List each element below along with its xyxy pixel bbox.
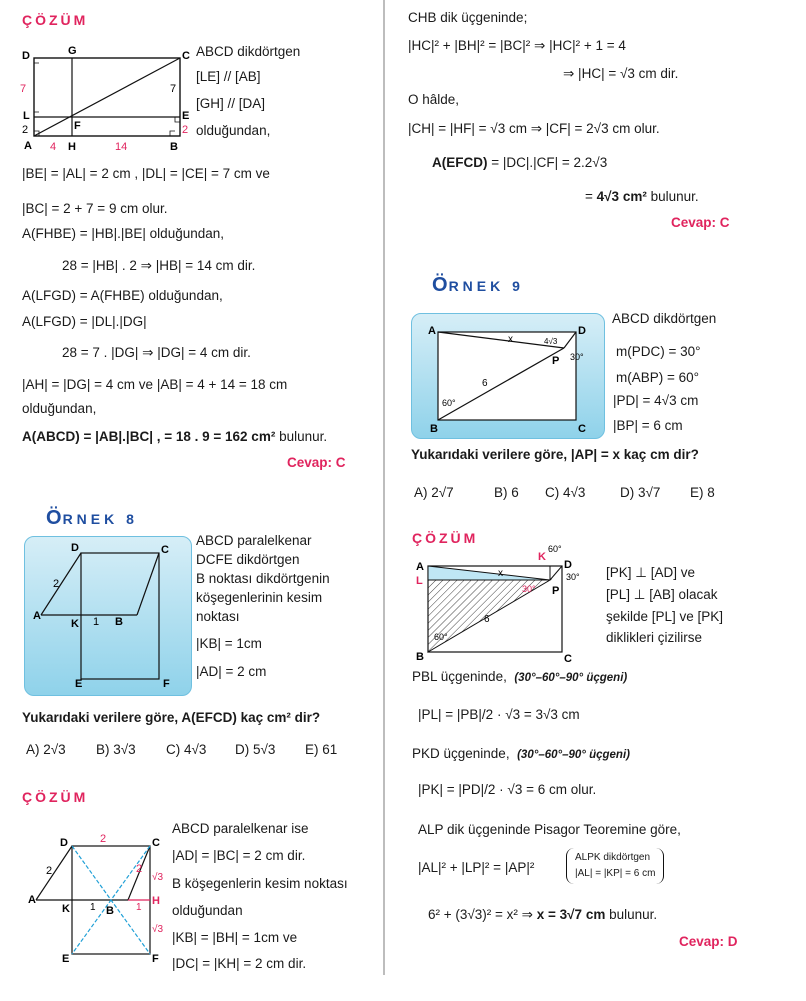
- solution-line: O hâlde,: [408, 92, 460, 107]
- given-line: diklikleri çizilirse: [606, 630, 703, 645]
- figure-parallelogram-ex8: [25, 537, 191, 695]
- label-x: x: [508, 334, 513, 345]
- label-k: K: [71, 618, 79, 630]
- given-line: m(ABP) = 60°: [616, 370, 700, 385]
- choice[interactable]: D) 3√7: [620, 485, 661, 500]
- answer-d: Cevap: D: [679, 934, 738, 949]
- label-f: F: [163, 678, 170, 690]
- label-f: F: [152, 953, 159, 965]
- final-prefix: 6² + (3√3)² = x² ⇒: [428, 907, 537, 922]
- given-line: |DC| = |KH| = 2 cm dir.: [172, 956, 307, 971]
- label-h: H: [152, 895, 160, 907]
- figure-rectangle-abcd: [18, 42, 188, 157]
- label-a: A: [33, 610, 41, 622]
- solution2-heading: ÇÖZÜM: [22, 789, 89, 805]
- solution-line: ⇒ |HC| = √3 cm dir.: [563, 66, 679, 81]
- given-line: [GH] // [DA]: [196, 96, 266, 111]
- label-d: D: [578, 325, 586, 337]
- figure-rectangle-ex9: [412, 314, 604, 438]
- label-b: B: [106, 905, 114, 917]
- label-a: A: [28, 894, 36, 906]
- efcd-prefix: A(EFCD): [432, 155, 488, 170]
- solution-line: A(LFGD) = |DL|.|DG|: [22, 314, 147, 329]
- sol1-result: [22, 429, 327, 444]
- label-k: K: [62, 903, 70, 915]
- solution-line: A(LFGD) = A(FHBE) olduğundan,: [22, 288, 223, 303]
- label-c: C: [161, 544, 169, 556]
- label-f: F: [74, 120, 81, 132]
- label-p: P: [552, 355, 560, 367]
- final-result: x = 3√7 cm: [536, 907, 606, 922]
- given-line: şekilde [PL] ve [PK]: [606, 609, 724, 624]
- label-k: K: [538, 551, 546, 563]
- label-e: E: [182, 110, 190, 122]
- ornek9-o: Ö: [432, 274, 449, 296]
- alp-note-line2: |AL| = |KP| = 6 cm: [575, 868, 656, 879]
- pbl-line: [412, 669, 627, 684]
- given-line: ABCD dikdörtgen: [196, 44, 301, 59]
- choice[interactable]: A) 2√3: [26, 742, 66, 757]
- label-e: E: [62, 953, 70, 965]
- label-d: D: [60, 837, 68, 849]
- len-7-left: 7: [20, 83, 27, 95]
- label-h: H: [68, 141, 76, 153]
- solution-line: |AH| = |DG| = 4 cm ve |AB| = 4 + 14 = 18 cm: [22, 377, 288, 392]
- label-x: x: [498, 568, 503, 579]
- choice[interactable]: B) 6: [494, 485, 519, 500]
- figure-box-ex9: [411, 313, 605, 439]
- label-c: C: [578, 423, 586, 435]
- solution1-heading: ÇÖZÜM: [22, 12, 89, 28]
- label-c: C: [182, 50, 190, 62]
- given-line: B köşegenlerin kesim noktası: [172, 876, 348, 891]
- label-l: L: [23, 110, 30, 122]
- efcd-suffix: bulunur.: [646, 189, 699, 204]
- ornek9-heading: [432, 274, 524, 297]
- len-7-right: 7: [170, 83, 177, 95]
- solution-line: |HC|² + |BH|² = |BC|² ⇒ |HC|² + 1 = 4: [408, 38, 626, 53]
- alp-text: ALP dik üçgeninde Pisagor Teoremine göre,: [418, 822, 681, 837]
- choice[interactable]: C) 4√3: [166, 742, 207, 757]
- angle-30: 30°: [566, 572, 580, 582]
- final-suffix: bulunur.: [605, 907, 658, 922]
- figure-rectangle-solution9: [412, 540, 602, 666]
- label-d: D: [71, 542, 79, 554]
- result-suffix: bulunur.: [275, 429, 328, 444]
- solution3-heading: ÇÖZÜM: [412, 530, 479, 546]
- len-4root3: 4√3: [544, 337, 558, 346]
- solution-line: 28 = |HB| . 2 ⇒ |HB| = 14 cm dir.: [62, 258, 256, 273]
- given-line: olduğundan: [172, 903, 243, 918]
- pbl-title: PBL üçgeninde,: [412, 669, 507, 684]
- solution-line: |CH| = |HF| = √3 cm ⇒ |CF| = 2√3 cm olur.: [408, 121, 660, 136]
- label-c: C: [564, 653, 572, 665]
- angle-60: 60°: [442, 398, 456, 408]
- efcd-line1: [432, 155, 607, 170]
- given-line: m(PDC) = 30°: [616, 344, 701, 359]
- solution-line: 28 = 7 . |DG| ⇒ |DG| = 4 cm dir.: [62, 345, 251, 360]
- len-root3-top: √3: [152, 872, 164, 883]
- sol1-answer: Cevap: C: [287, 455, 346, 470]
- given-line: |AD| = 2 cm: [196, 664, 267, 679]
- efcd-eq2: =: [585, 189, 597, 204]
- len-2: 2: [53, 578, 60, 590]
- ex8-question: Yukarıdaki verilere göre, A(EFCD) kaç cm² dir?: [22, 710, 321, 725]
- angle-30: 30°: [570, 352, 584, 362]
- label-a: A: [24, 140, 32, 152]
- choice[interactable]: E) 8: [690, 485, 715, 500]
- given-line: ABCD paralelkenar: [196, 533, 312, 548]
- pk-equation: |PK| = |PD|/2 · √3 = 6 cm olur.: [418, 782, 597, 797]
- given-line: ABCD dikdörtgen: [612, 311, 717, 326]
- choice[interactable]: C) 4√3: [545, 485, 586, 500]
- alp-equation: |AL|² + |LP|² = |AP|²: [418, 860, 535, 875]
- label-6: 6: [482, 378, 488, 389]
- len-1-left: 1: [90, 902, 96, 913]
- label-d: D: [22, 50, 30, 62]
- pkd-line: [412, 746, 630, 761]
- len-1-right: 1: [136, 902, 142, 913]
- len-2-top: 2: [100, 833, 107, 845]
- len-2-left: 2: [46, 865, 53, 877]
- label-l: L: [416, 575, 423, 587]
- label-b: B: [430, 423, 438, 435]
- answer-c: Cevap: C: [671, 215, 730, 230]
- efcd-eq: = |DC|.|CF| = 2.2√3: [487, 155, 608, 170]
- alp-note: [566, 848, 664, 884]
- len-2-right: 2: [182, 124, 189, 136]
- pkd-note: (30°–60°–90° üçgeni): [517, 749, 630, 761]
- len-1: 1: [93, 616, 100, 628]
- given-line: [LE] // [AB]: [196, 69, 261, 84]
- label-b: B: [170, 141, 178, 153]
- efcd-line2: [585, 189, 699, 204]
- given-line: |PD| = 4√3 cm: [613, 393, 699, 408]
- label-b: B: [416, 651, 424, 663]
- given-line: DCFE dikdörtgen: [196, 552, 300, 567]
- final-line: [428, 907, 657, 923]
- solution-line: A(FHBE) = |HB|.|BE| olduğundan,: [22, 226, 224, 241]
- label-e: E: [75, 678, 83, 690]
- pkd-title: PKD üçgeninde,: [412, 746, 510, 761]
- solution-line: |BE| = |AL| = 2 cm , |DL| = |CE| = 7 cm ve: [22, 166, 270, 181]
- solution-line: |BC| = 2 + 7 = 9 cm olur.: [22, 201, 168, 216]
- len-root3-bottom: √3: [152, 924, 164, 935]
- len-4: 4: [50, 141, 57, 153]
- figure-parallelogram-solution: [28, 830, 168, 964]
- label-6: 6: [484, 614, 490, 625]
- label-a: A: [428, 325, 436, 337]
- pl-equation: |PL| = |PB|/2 · √3 = 3√3 cm: [418, 707, 580, 722]
- given-line: |AD| = |BC| = 2 cm dir.: [172, 848, 306, 863]
- solution-line: olduğundan,: [22, 401, 97, 416]
- solution-line: CHB dik üçgeninde;: [408, 10, 528, 25]
- given-line: |BP| = 6 cm: [613, 418, 683, 433]
- len-2-right: 2: [136, 863, 143, 875]
- label-d: D: [564, 559, 572, 571]
- ex9-question: Yukarıdaki verilere göre, |AP| = x kaç cm dir?: [411, 447, 699, 462]
- given-line: [PK] ⊥ [AD] ve: [606, 565, 696, 580]
- len-14: 14: [115, 141, 128, 153]
- angle-30-inner: 30°: [522, 584, 536, 594]
- label-p: P: [552, 585, 560, 597]
- choice[interactable]: E) 61: [305, 742, 338, 757]
- given-line: olduğundan,: [196, 123, 271, 138]
- given-line: noktası: [196, 609, 240, 624]
- ornek9-rest: RNEK 9: [448, 278, 524, 294]
- given-line: köşegenlerinin kesim: [196, 590, 323, 605]
- ornek8-o: Ö: [46, 507, 63, 529]
- ornek8-rest: RNEK 8: [62, 511, 138, 527]
- label-b: B: [115, 616, 123, 628]
- label-a: A: [416, 561, 424, 573]
- choice[interactable]: D) 5√3: [235, 742, 276, 757]
- given-line: |KB| = 1cm: [196, 636, 262, 651]
- given-line: |KB| = |BH| = 1cm ve: [172, 930, 298, 945]
- given-line: B noktası dikdörtgenin: [196, 571, 330, 586]
- efcd-result: 4√3 cm²: [596, 189, 647, 204]
- pbl-note: (30°–60°–90° üçgeni): [514, 672, 628, 684]
- choice[interactable]: A) 2√7: [414, 485, 454, 500]
- angle-60-top: 60°: [548, 544, 562, 554]
- alp-note-line1: ALPK dikdörtgen: [575, 852, 651, 863]
- result-value: 162 cm²: [225, 429, 276, 444]
- given-line: ABCD paralelkenar ise: [172, 821, 309, 836]
- given-line: [PL] ⊥ [AB] olacak: [606, 587, 718, 602]
- len-2-left: 2: [22, 124, 29, 136]
- angle-60: 60°: [434, 632, 448, 642]
- label-c: C: [152, 837, 160, 849]
- choice[interactable]: B) 3√3: [96, 742, 136, 757]
- result-prefix: A(ABCD) = |AB|.|BC| , = 18 . 9 =: [22, 429, 226, 444]
- figure-box-ex8: [24, 536, 192, 696]
- label-g: G: [68, 45, 77, 57]
- column-divider: [383, 0, 385, 975]
- ornek8-heading: [46, 507, 138, 530]
